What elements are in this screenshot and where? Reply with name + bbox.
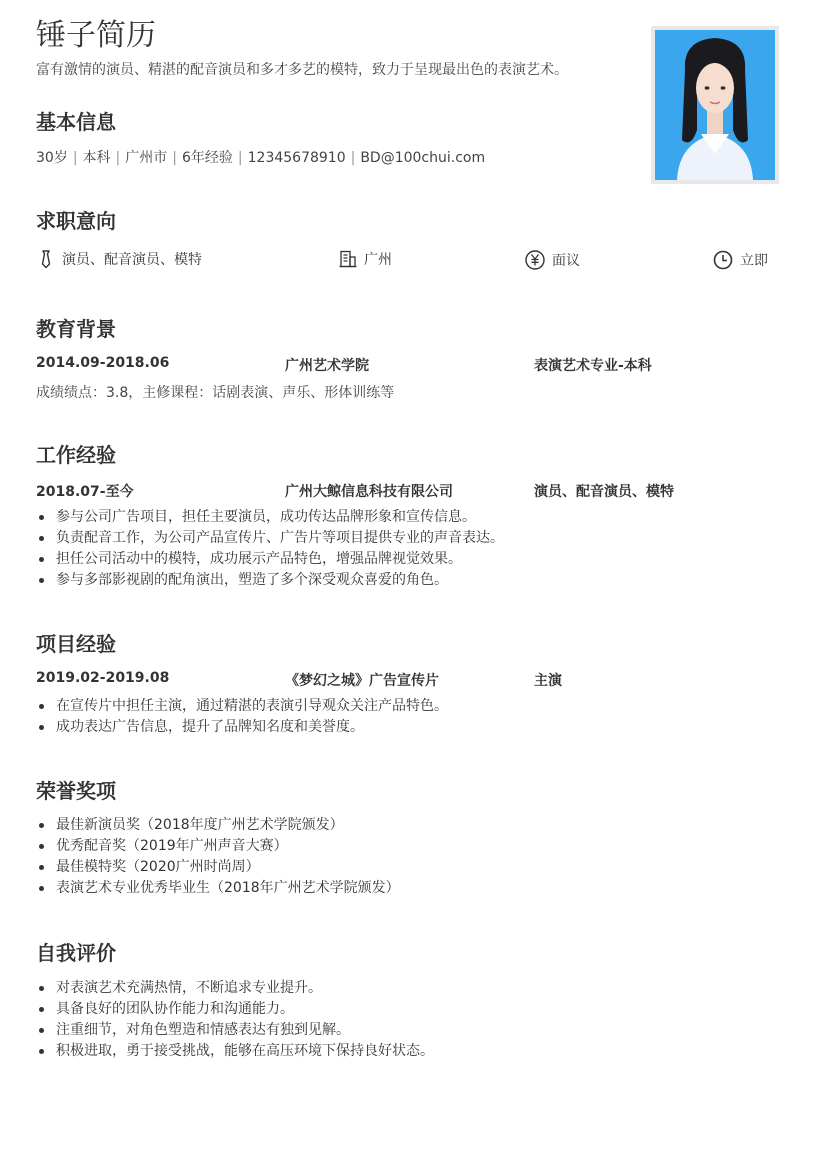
experience: 6年经验 bbox=[181, 150, 233, 166]
section-title-project: 项目经验 bbox=[36, 632, 116, 656]
profile-photo bbox=[651, 26, 779, 184]
work-bullets bbox=[36, 507, 504, 591]
building-icon bbox=[338, 249, 358, 269]
project-date: 2019.02-2019.08 bbox=[36, 670, 170, 686]
section-title-honors: 荣誉奖项 bbox=[36, 779, 116, 803]
honors-bullets bbox=[36, 815, 400, 899]
list-item: 对表演艺术充满热情，不断追求专业提升。 bbox=[36, 978, 434, 999]
location: 广州市 bbox=[125, 150, 168, 166]
education-entry-head bbox=[36, 355, 776, 375]
list-item: 积极进取，勇于接受挑战，能够在高压环境下保持良好状态。 bbox=[36, 1041, 434, 1062]
basic-info: 30岁 | 本科 | 广州市 | 6年经验 | 12345678910 | BD@100chui.com bbox=[36, 150, 486, 166]
list-item: 参与公司广告项目，担任主要演员，成功传达品牌形象和宣传信息。 bbox=[36, 507, 504, 528]
list-item: 优秀配音奖（2019年广州声音大赛） bbox=[36, 836, 400, 857]
list-item: 最佳模特奖（2020广州时尚周） bbox=[36, 857, 400, 878]
work-date: 2018.07-至今 bbox=[36, 484, 134, 500]
intent-availability bbox=[712, 249, 768, 271]
phone: 12345678910 bbox=[247, 150, 346, 166]
list-item: 参与多部影视剧的配角演出，塑造了多个深受观众喜爱的角色。 bbox=[36, 570, 504, 591]
section-title-work: 工作经验 bbox=[36, 443, 116, 467]
section-title-education: 教育背景 bbox=[36, 317, 116, 341]
resume-intro: 富有激情的演员、精湛的配音演员和多才多艺的模特，致力于呈现最出色的表演艺术。 bbox=[36, 62, 568, 78]
list-item: 负责配音工作，为公司产品宣传片、广告片等项目提供专业的声音表达。 bbox=[36, 528, 504, 549]
list-item: 担任公司活动中的模特，成功展示产品特色，增强品牌视觉效果。 bbox=[36, 549, 504, 570]
section-title-basic: 基本信息 bbox=[36, 110, 116, 134]
project-bullets bbox=[36, 696, 448, 738]
job-intent-row bbox=[36, 249, 772, 273]
work-role: 演员、配音演员、模特 bbox=[534, 484, 674, 500]
self-bullets bbox=[36, 978, 434, 1062]
intent-city bbox=[338, 249, 392, 269]
resume-name: 锤子简历 bbox=[36, 18, 156, 53]
intent-position bbox=[36, 249, 202, 269]
age: 30岁 bbox=[36, 150, 68, 166]
list-item: 最佳新演员奖（2018年度广州艺术学院颁发） bbox=[36, 815, 400, 836]
list-item: 成功表达广告信息，提升了品牌知名度和美誉度。 bbox=[36, 717, 448, 738]
list-item: 在宣传片中担任主演，通过精湛的表演引导观众关注产品特色。 bbox=[36, 696, 448, 717]
intent-salary-text: 面议 bbox=[552, 253, 580, 269]
email: BD@100chui.com bbox=[360, 150, 486, 166]
list-item: 表演艺术专业优秀毕业生（2018年广州艺术学院颁发） bbox=[36, 878, 400, 899]
project-name: 《梦幻之城》广告宣传片 bbox=[285, 673, 439, 689]
education-date: 2014.09-2018.06 bbox=[36, 355, 170, 371]
tie-icon bbox=[36, 249, 56, 269]
project-role: 主演 bbox=[534, 673, 562, 689]
education-school: 广州艺术学院 bbox=[285, 358, 369, 374]
degree: 本科 bbox=[82, 150, 111, 166]
clock-icon bbox=[712, 249, 734, 271]
yen-icon bbox=[524, 249, 546, 271]
intent-city-text: 广州 bbox=[364, 252, 392, 268]
intent-salary bbox=[524, 249, 580, 271]
project-entry-head bbox=[36, 670, 776, 690]
section-title-self: 自我评价 bbox=[36, 941, 116, 965]
education-major: 表演艺术专业-本科 bbox=[534, 358, 652, 374]
education-desc: 成绩绩点：3.8，主修课程：话剧表演、声乐、形体训练等 bbox=[36, 385, 395, 401]
list-item: 注重细节，对角色塑造和情感表达有独到见解。 bbox=[36, 1020, 434, 1041]
list-item: 具备良好的团队协作能力和沟通能力。 bbox=[36, 999, 434, 1020]
section-title-intent: 求职意向 bbox=[36, 209, 116, 233]
intent-position-text: 演员、配音演员、模特 bbox=[62, 252, 202, 268]
work-entry-head bbox=[36, 481, 776, 501]
intent-availability-text: 立即 bbox=[740, 253, 768, 269]
work-company: 广州大鲸信息科技有限公司 bbox=[285, 484, 453, 500]
